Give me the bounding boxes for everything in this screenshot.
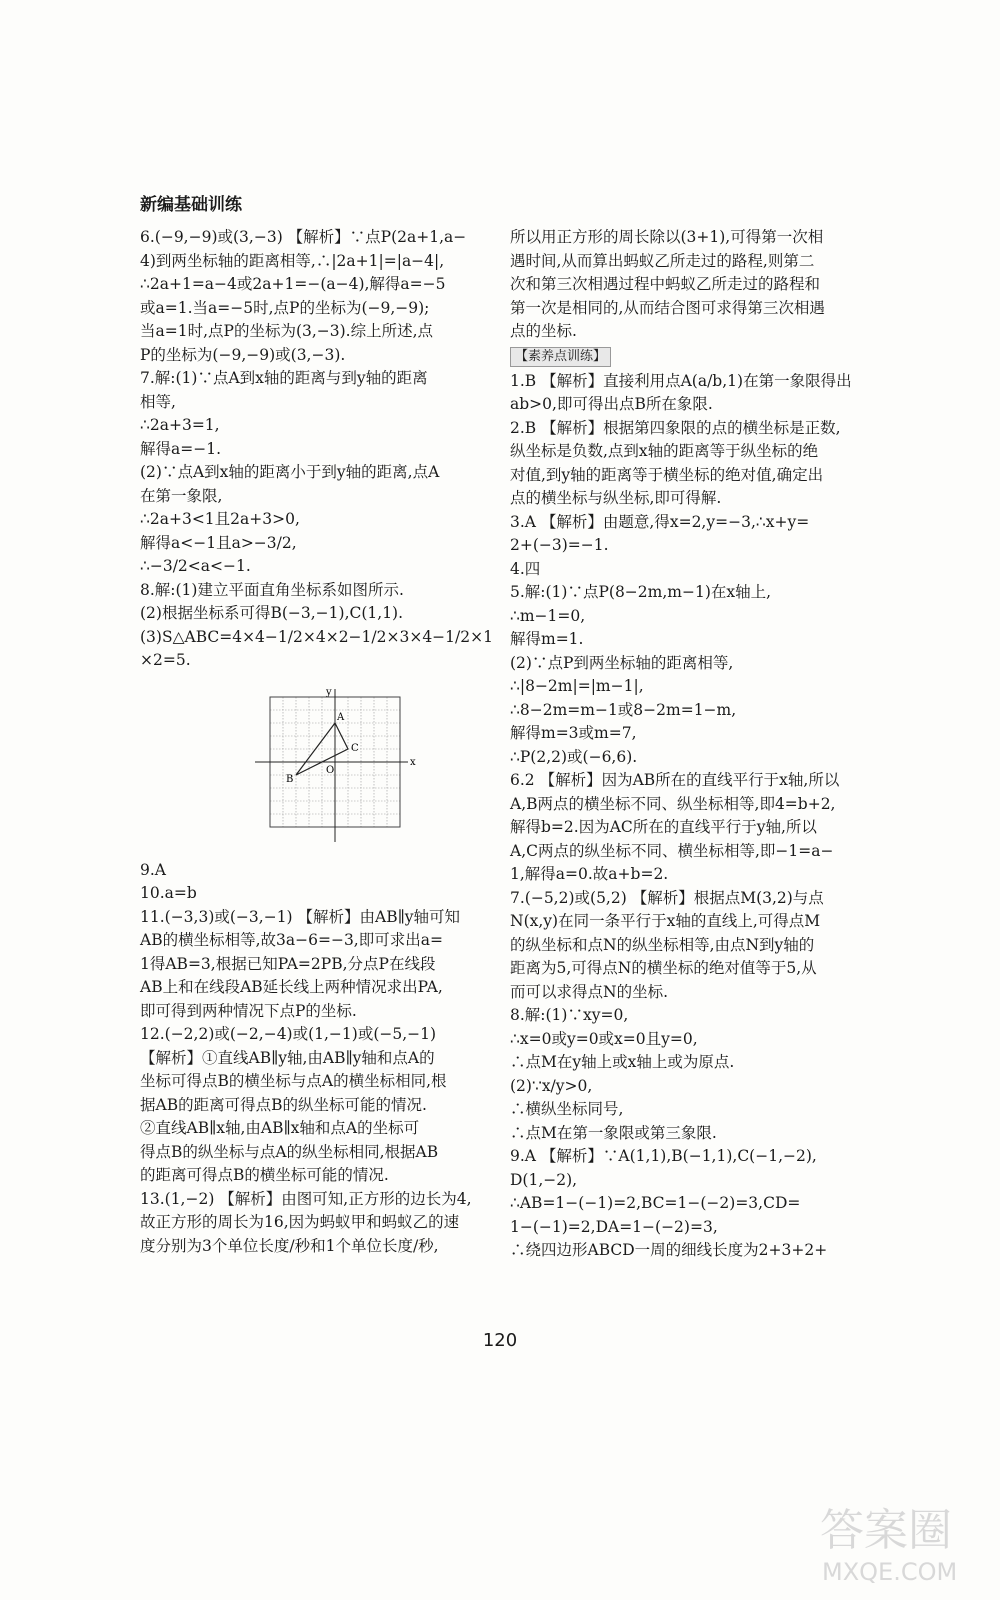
right2-line: 5.解:(1)∵点P(8−2m,m−1)在x轴上, bbox=[510, 583, 772, 601]
left2-line: 12.(−2,2)或(−2,−4)或(1,−1)或(−5,−1) bbox=[140, 1025, 437, 1043]
point-a-label: A bbox=[337, 711, 345, 723]
left-line: 7.解:(1)∵点A到x轴的距离与到y轴的距离 bbox=[140, 369, 428, 387]
right2-line: ∴AB=1−(−1)=2,BC=1−(−2)=3,CD= bbox=[510, 1194, 801, 1212]
right2-line: 1.B 【解析】直接利用点A(a/b,1)在第一象限得出 bbox=[510, 371, 852, 390]
right2-line: 解得m=1. bbox=[510, 630, 584, 648]
left2-line: 的距离可得点B的横坐标可能的情况. bbox=[140, 1166, 389, 1184]
point-c-label: C bbox=[351, 742, 359, 754]
right2-line: 点的横坐标与纵坐标,即可得解. bbox=[510, 489, 722, 507]
left-line: (2)∵点A到x轴的距离小于到y轴的距离,点A bbox=[140, 463, 440, 481]
right2-line: ∴绕四边形ABCD一周的细线长度为2+3+2+ bbox=[510, 1241, 828, 1259]
left-line: 8.解:(1)建立平面直角坐标系如图所示. bbox=[140, 580, 404, 599]
left2-line: 1得AB=3,根据已知PA=2PB,分点P在线段 bbox=[140, 954, 436, 973]
right2-line: A,B两点的横坐标不同、纵坐标相等,即4=b+2, bbox=[510, 794, 836, 813]
left2-line: 11.(−3,3)或(−3,−1) 【解析】由AB∥y轴可知 bbox=[140, 907, 461, 926]
left-line: ∴2a+1=a−4或2a+1=−(a−4),解得a=−5 bbox=[140, 275, 446, 293]
left-line: 或a=1.当a=−5时,点P的坐标为(−9,−9); bbox=[140, 298, 430, 317]
left2-line: 坐标可得点B的横坐标与点A的横坐标相同,根 bbox=[140, 1072, 447, 1090]
left-line: 解得a<−1且a>−3/2, bbox=[140, 533, 297, 552]
left-line: 在第一象限, bbox=[140, 486, 223, 505]
right-column bbox=[510, 226, 880, 1263]
left-answers-part1 bbox=[140, 226, 500, 673]
right2-line: ∴m−1=0, bbox=[510, 606, 586, 625]
left2-line: 得点B的纵坐标与点A的纵坐标相同,根据AB bbox=[140, 1142, 439, 1161]
left-line: 6.(−9,−9)或(3,−3) 【解析】∵点P(2a+1,a− bbox=[140, 228, 467, 246]
right2-line: 3.A 【解析】由题意,得x=2,y=−3,∴x+y= bbox=[510, 512, 810, 531]
right2-line: 纵坐标是负数,点到x轴的距离等于纵坐标的绝 bbox=[510, 442, 819, 460]
left2-line: 【解析】①直线AB∥y轴,由AB∥y轴和点A的 bbox=[140, 1048, 435, 1067]
left-line: 当a=1时,点P的坐标为(3,−3).综上所述,点 bbox=[140, 322, 434, 340]
right2-line: 9.A 【解析】∵A(1,1),B(−1,1),C(−1,−2), bbox=[510, 1147, 817, 1165]
x-axis-label: x bbox=[410, 756, 416, 768]
watermark-line2: MXQE.COM bbox=[822, 1558, 958, 1586]
right2-line: N(x,y)在同一条平行于x轴的直线上,可得点M bbox=[510, 912, 821, 930]
left-line: ∴2a+3=1, bbox=[140, 416, 220, 434]
right2-line: 距离为5,可得点N的横坐标的绝对值等于5,从 bbox=[510, 959, 817, 977]
right2-line: 6.2 【解析】因为AB所在的直线平行于x轴,所以 bbox=[510, 771, 840, 789]
right2-line: ∴P(2,2)或(−6,6). bbox=[510, 747, 638, 766]
left-column bbox=[140, 226, 500, 1258]
left-answers-part2 bbox=[140, 859, 500, 1259]
watermark-logo bbox=[810, 1490, 980, 1590]
left2-line: 13.(1,−2) 【解析】由图可知,正方形的边长为4, bbox=[140, 1189, 472, 1208]
right2-line: 8.解:(1)∵xy=0, bbox=[510, 1006, 629, 1024]
left2-line: AB上和在线段AB延长线上两种情况求出PA, bbox=[140, 978, 443, 996]
right-line: 遇时间,从而算出蚂蚁乙所走过的路程,则第二 bbox=[510, 251, 815, 270]
coordinate-grid-svg bbox=[250, 687, 420, 847]
right-line: 次和第三次相遇过程中蚂蚁乙所走过的路程和 bbox=[510, 275, 821, 293]
coordinate-figure bbox=[250, 687, 420, 847]
right-answers-part2 bbox=[510, 370, 880, 1263]
left-line: 4)到两坐标轴的距离相等,∴|2a+1|=|a−4|, bbox=[140, 251, 445, 270]
right2-line: ∴点M在y轴上或x轴上或为原点. bbox=[510, 1053, 735, 1071]
left2-line: ②直线AB∥x轴,由AB∥x轴和点A的坐标可 bbox=[140, 1119, 420, 1137]
right-line: 点的坐标. bbox=[510, 322, 577, 340]
point-b-label: B bbox=[286, 773, 294, 785]
origin-label: O bbox=[326, 764, 335, 776]
left2-line: 度分别为3个单位长度/秒和1个单位长度/秒, bbox=[140, 1236, 439, 1255]
left2-line: 即可得到两种情况下点P的坐标. bbox=[140, 1001, 357, 1020]
left-line: ∴−3/2<a<−1. bbox=[140, 557, 251, 575]
right2-line: D(1,−2), bbox=[510, 1170, 578, 1189]
right2-line: (2)∵x/y>0, bbox=[510, 1076, 593, 1095]
right2-line: ∴x=0或y=0或x=0且y=0, bbox=[510, 1029, 698, 1048]
left2-line: 据AB的距离可得点B的纵坐标可能的情况. bbox=[140, 1095, 427, 1114]
right2-line: 7.(−5,2)或(5,2) 【解析】根据点M(3,2)与点 bbox=[510, 888, 824, 907]
y-axis-label: y bbox=[326, 686, 332, 698]
right2-line: 对值,到y轴的距离等于横坐标的绝对值,确定出 bbox=[510, 465, 824, 484]
watermark-line1: 答案圈 bbox=[820, 1505, 952, 1556]
right2-line: ab>0,即可得出点B所在象限. bbox=[510, 395, 713, 413]
left2-line: 9.A bbox=[140, 860, 166, 879]
left-line: (3)S△ABC=4×4−1/2×4×2−1/2×3×4−1/2×1 bbox=[140, 627, 493, 646]
right2-line: A,C两点的纵坐标不同、横坐标相等,即−1=a− bbox=[510, 841, 834, 860]
right2-line: ∴|8−2m|=|m−1|, bbox=[510, 677, 644, 695]
right2-line: 解得m=3或m=7, bbox=[510, 724, 637, 742]
right-line: 第一次是相同的,从而结合图可求得第三次相遇 bbox=[510, 298, 825, 317]
right2-line: 2+(−3)=−1. bbox=[510, 536, 609, 554]
left2-line: 10.a=b bbox=[140, 884, 197, 902]
left-line: 相等, bbox=[140, 392, 176, 411]
left-line: (2)根据坐标系可得B(−3,−1),C(1,1). bbox=[140, 604, 404, 622]
right2-line: 1−(−1)=2,DA=1−(−2)=3, bbox=[510, 1217, 718, 1236]
right2-line: 的纵坐标和点N的纵坐标相等,由点N到y轴的 bbox=[510, 935, 815, 954]
section-tag: 【素养点训练】 bbox=[510, 347, 611, 367]
right2-line: 1,解得a=0.故a+b=2. bbox=[510, 865, 669, 883]
right2-line: ∴8−2m=m−1或8−2m=1−m, bbox=[510, 700, 737, 719]
left-line: 解得a=−1. bbox=[140, 439, 222, 458]
left2-line: AB的横坐标相等,故3a−6=−3,即可求出a= bbox=[140, 931, 443, 949]
right2-line: 解得b=2.因为AC所在的直线平行于y轴,所以 bbox=[510, 818, 817, 836]
section-header: 新编基础训练 bbox=[140, 195, 242, 215]
right2-line: 而可以求得点N的坐标. bbox=[510, 982, 668, 1001]
right2-line: ∴横纵坐标同号, bbox=[510, 1100, 624, 1118]
left-line: P的坐标为(−9,−9)或(3,−3). bbox=[140, 345, 346, 364]
page-number: 120 bbox=[482, 1330, 518, 1351]
right2-line: ∴点M在第一象限或第三象限. bbox=[510, 1123, 717, 1142]
right-answers-part1 bbox=[510, 226, 880, 344]
right2-line: 4.四 bbox=[510, 559, 541, 578]
left2-line: 故正方形的周长为16,因为蚂蚁甲和蚂蚁乙的速 bbox=[140, 1213, 460, 1231]
left-line: ∴2a+3<1且2a+3>0, bbox=[140, 510, 300, 528]
right2-line: (2)∵点P到两坐标轴的距离相等, bbox=[510, 653, 734, 672]
right-line: 所以用正方形的周长除以(3+1),可得第一次相 bbox=[510, 228, 824, 246]
left-line: ×2=5. bbox=[140, 651, 191, 669]
right2-line: 2.B 【解析】根据第四象限的点的横坐标是正数, bbox=[510, 418, 841, 437]
